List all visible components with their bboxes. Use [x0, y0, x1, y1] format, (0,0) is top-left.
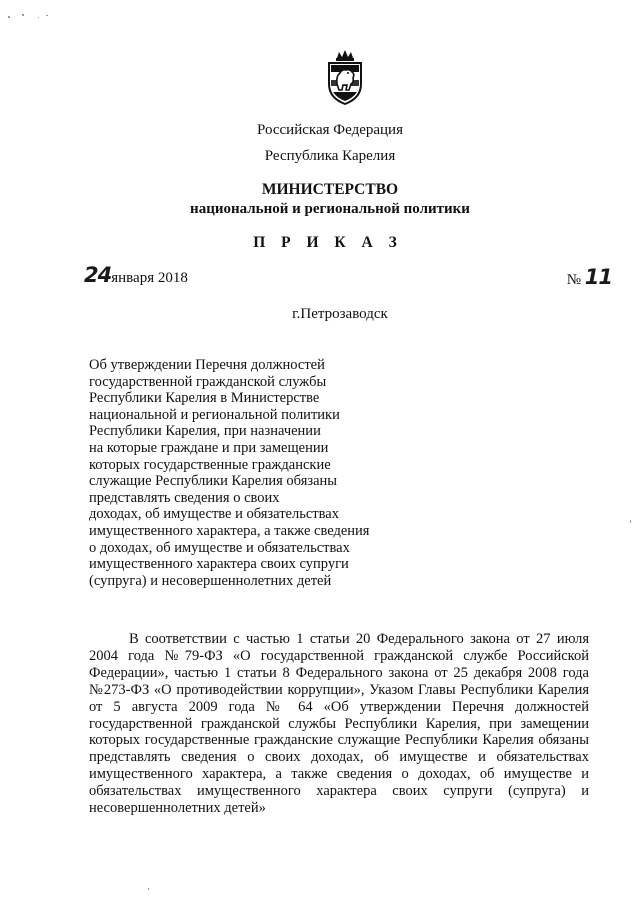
- title-line: о доходах, об имуществе и обязательствах: [89, 539, 350, 556]
- title-line: Об утверждении Перечня должностей: [89, 357, 325, 373]
- scan-speck: [148, 888, 149, 890]
- ministry-title: МИНИСТЕРСТВО: [261, 181, 399, 198]
- title-line: представлять сведения о своих: [89, 489, 280, 506]
- scan-speck: [8, 16, 10, 18]
- scan-speck: [46, 15, 48, 16]
- handwritten-order-number: 11: [584, 265, 612, 289]
- number-sign: №: [566, 272, 582, 288]
- title-line: доходах, об имуществе и обязательствах: [89, 506, 339, 523]
- title-line: которых государственные гражданские: [89, 456, 331, 473]
- order-date: [84, 264, 188, 289]
- title-line: (супруга) и несовершеннолетних детей: [89, 572, 332, 589]
- title-line: имущественного характера своих супруги: [89, 556, 349, 573]
- title-line: на которые граждане и при замещении: [89, 439, 329, 456]
- order-number: [567, 266, 612, 291]
- republic-name: Республика Карелия: [264, 148, 396, 164]
- date-month-year: января 2018: [111, 270, 188, 286]
- scan-speck: [630, 520, 631, 523]
- title-line: государственной гражданской службы: [89, 373, 327, 390]
- scan-speck: [22, 14, 24, 16]
- karelia-coat-of-arms-icon: [325, 50, 365, 106]
- ministry-subtitle: национальной и региональной политики: [190, 201, 470, 217]
- order-subject-title: [89, 357, 409, 589]
- title-line: национальной и региональной политики: [89, 406, 340, 423]
- preamble-paragraph: В соответствии с частью 1 статьи 20 Федерального закона от 27 июля 2004 года №79-ФЗ «О государственной гражданской службе Российской Федерации», частью 1 статьи 8 Федерального закона от 25 декабря 2008 года №273-ФЗ «О противодействии коррупции», Указом Главы Республики Карелия от 5 августа 2009 года № 64 «Об утверждении Перечня должностей государственной гражданской службы Республики Карелия, при замещении которых государственные гражданские служащие Республики Карелия обязаны представлять сведения о своих доходах, об имуществе и обязательствах имущественного характера, а также сведения о доходах, об имуществе и обязательствах имущественного характера своих супруги (супруга) и несовершеннолетних детей»: [89, 631, 589, 817]
- title-line: имущественного характера, а также сведения: [89, 522, 370, 539]
- city-name: г.Петрозаводск: [292, 306, 388, 322]
- handwritten-date-day: 24: [84, 263, 112, 287]
- document-type-heading: П Р И К А З: [253, 234, 403, 251]
- title-line: служащие Республики Карелия обязаны: [89, 473, 338, 490]
- scan-speck: [38, 17, 39, 18]
- title-line: Республики Карелия, при назначении: [89, 423, 321, 440]
- title-line: Республики Карелия в Министерстве: [89, 390, 320, 407]
- country-name: Российская Федерация: [257, 122, 403, 138]
